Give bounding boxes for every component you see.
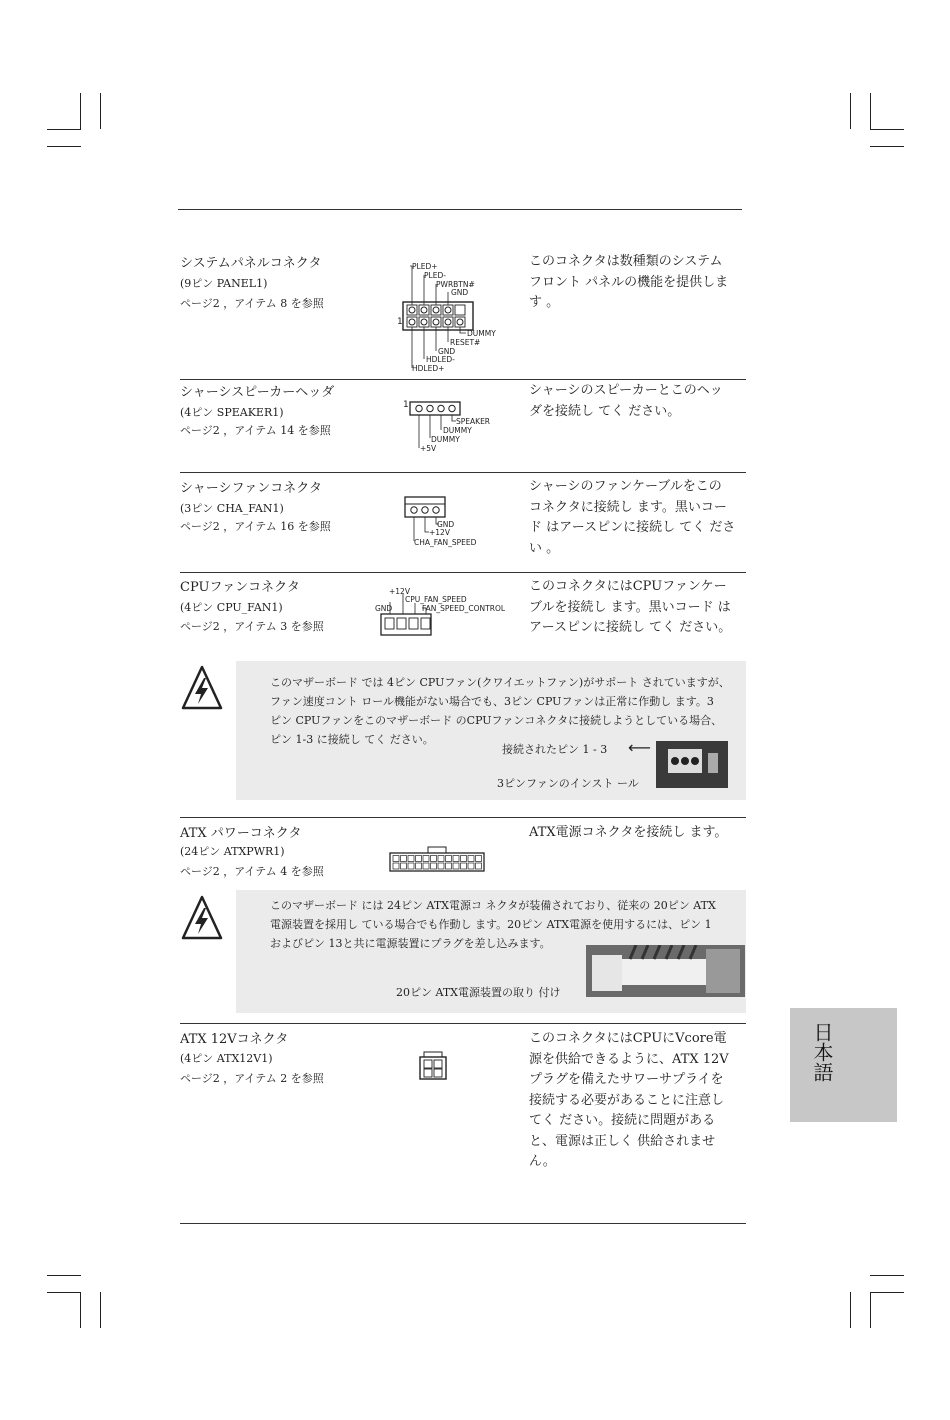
pin-cell	[446, 856, 452, 862]
section-divider	[180, 472, 746, 473]
section-title: シャーシスピーカーヘッダ	[180, 385, 335, 400]
crop-mark	[870, 1275, 904, 1276]
crop-mark	[100, 1292, 101, 1328]
crop-mark	[870, 1292, 871, 1328]
pin-label: PLED+	[412, 262, 438, 271]
pin-cell	[453, 856, 459, 862]
pin-label: CHA_FAN_SPEED	[414, 538, 477, 547]
warning-icon	[180, 894, 224, 942]
pin-cell	[461, 856, 467, 862]
crop-mark	[870, 1292, 904, 1293]
crop-mark	[80, 93, 81, 129]
arrow-icon: ⟵	[628, 738, 651, 757]
section-divider	[180, 1023, 746, 1024]
pin-cell	[431, 863, 437, 869]
footer-rule	[180, 1223, 746, 1224]
crop-mark	[47, 1275, 81, 1276]
pin-label: RESET#	[450, 338, 481, 347]
pin-label: DUMMY	[431, 435, 460, 444]
pin-cell	[408, 863, 414, 869]
pin-cell	[438, 863, 444, 869]
section-description: シャーシのスピーカーとこのヘッ ダを接続し てく ださい。	[529, 383, 723, 419]
section-title: システムパネルコネクタ	[180, 256, 322, 271]
pin-cell	[476, 863, 482, 869]
pin-label: +12V	[389, 587, 410, 596]
note-text: このマザーボード には 24ピン ATX電源コ ネクタが装備されており、従来の 20ピン ATX 電源装置を採用し ている場合でも作動し ます。20ピン ATX電源を使用するには、ピン 1 およびピン 13と共に電源装置にプラグを差し込みます。	[270, 899, 716, 950]
pin-label: +5V	[420, 444, 437, 453]
pin-cell	[468, 863, 474, 869]
pin-cell	[438, 856, 444, 862]
pin-cell	[453, 863, 459, 869]
crop-mark	[850, 93, 851, 129]
note-caption: 20ピン ATX電源装置の取り 付け	[396, 986, 561, 999]
atx-install-photo	[586, 945, 745, 997]
section-ref: ページ2 ，アイテム 2 を参照	[180, 1072, 324, 1085]
pin-label: PLED-	[424, 271, 446, 280]
pin-cell	[416, 856, 422, 862]
crop-mark	[47, 129, 81, 130]
pin-cell	[476, 856, 482, 862]
pin-cell	[401, 863, 407, 869]
crop-mark	[47, 146, 81, 147]
pin-label: CPU_FAN_SPEED	[405, 595, 467, 604]
pin-cell	[393, 863, 399, 869]
crop-mark	[870, 93, 871, 129]
pin-label: SPEAKER	[456, 417, 491, 426]
atx-power-diagram	[388, 846, 488, 874]
pin-label: HDLED-	[426, 355, 455, 364]
crop-mark	[80, 1292, 81, 1328]
section-pins: (9ピン PANEL1)	[180, 277, 268, 290]
pin-label: FAN_SPEED_CONTROL	[422, 604, 506, 613]
pin-label: DUMMY	[467, 329, 496, 338]
pin-cell	[423, 856, 429, 862]
section-divider	[180, 379, 746, 380]
section-description: このコネクタにはCPUファンケー ブルを接続し ます。黒いコード は アースピンに接続し てく ださい。	[529, 579, 732, 635]
header-rule	[178, 209, 742, 210]
pin-label: GND	[438, 347, 456, 356]
section-ref: ページ2 ，アイテム 16 を参照	[180, 520, 331, 533]
pin-label: GND	[437, 520, 455, 529]
pin-cell	[416, 863, 422, 869]
pin-cell	[431, 856, 437, 862]
section-title: CPUファンコネクタ	[180, 580, 300, 595]
section-pins: (4ピン ATX12V1)	[180, 1052, 273, 1065]
note-text: このマザーボード では 4ピン CPUファン(クワイエットファン)がサポート されていますが、 ファン速度コント ロール機能がない場合でも、3ピン CPUファンは正常に作動し ます。3 ピン CPUファンをこのマザーボード のCPUファンコネクタに接続しようとしている場合、 ピン 1-3 に接続し てく ださい。	[270, 676, 730, 746]
section-description: このコネクタにはCPUにVcore電 源を供給できるように、ATX 12V プラグを備えたサワーサプライを 接続する必要があることに注意し てく ださい。接続に問題がある と、電源は正しく 供給されませ ん。	[529, 1031, 729, 1169]
pin-label: DUMMY	[443, 426, 472, 435]
section-ref: ページ2 ，アイテム 3 を参照	[180, 620, 324, 633]
pin-label: GND	[451, 288, 469, 297]
pin-label: +12V	[429, 528, 450, 537]
section-pins: (4ピン SPEAKER1)	[180, 406, 284, 419]
warning-icon	[180, 664, 224, 712]
section-title: ATX パワーコネクタ	[180, 826, 302, 841]
pin-cell	[468, 856, 474, 862]
section-title: シャーシファンコネクタ	[180, 481, 322, 496]
pin-cell	[408, 856, 414, 862]
connected-pins-label: 接続されたピン 1 - 3	[502, 743, 608, 756]
fan-install-photo	[656, 741, 728, 788]
crop-mark	[47, 1292, 81, 1293]
pin-label: GND	[375, 604, 393, 613]
section-description: ATX電源コネクタを接続し ます。	[529, 825, 728, 840]
section-description: このコネクタは数種類のシステム フロント パネルの機能を提供しま す 。	[529, 254, 729, 310]
crop-mark	[870, 146, 904, 147]
pin-one-marker: 1	[403, 400, 409, 410]
pin-one-marker: 1	[397, 317, 403, 327]
section-ref: ページ2 ，アイテム 14 を参照	[180, 424, 331, 437]
pin-cell	[423, 863, 429, 869]
pin-cell	[461, 863, 467, 869]
note-caption: 3ピンファンのインスト ール	[497, 777, 639, 790]
crop-mark	[850, 1292, 851, 1328]
pin-label: PWRBTN#	[436, 280, 475, 289]
pin-cell	[401, 856, 407, 862]
crop-mark	[100, 93, 101, 129]
section-title: ATX 12Vコネクタ	[180, 1032, 289, 1047]
section-divider	[180, 572, 746, 573]
section-pins: (3ピン CHA_FAN1)	[180, 502, 284, 515]
atx12v-diagram	[417, 1050, 449, 1082]
section-ref: ページ2 ，アイテム 8 を参照	[180, 297, 324, 310]
section-pins: (24ピン ATXPWR1)	[180, 845, 285, 858]
section-divider	[180, 817, 746, 818]
crop-mark	[870, 129, 904, 130]
section-description: シャーシのファンケーブルをこの コネクタに接続し ます。黒いコー ド はアースピンに接続し てく ださ い 。	[529, 479, 736, 556]
section-pins: (4ピン CPU_FAN1)	[180, 601, 283, 614]
section-ref: ページ2 ，アイテム 4 を参照	[180, 865, 324, 878]
pin-cell	[446, 863, 452, 869]
language-tab-label: 日本語	[810, 1022, 834, 1082]
pin-cell	[393, 856, 399, 862]
pin-label: HDLED+	[412, 364, 445, 373]
